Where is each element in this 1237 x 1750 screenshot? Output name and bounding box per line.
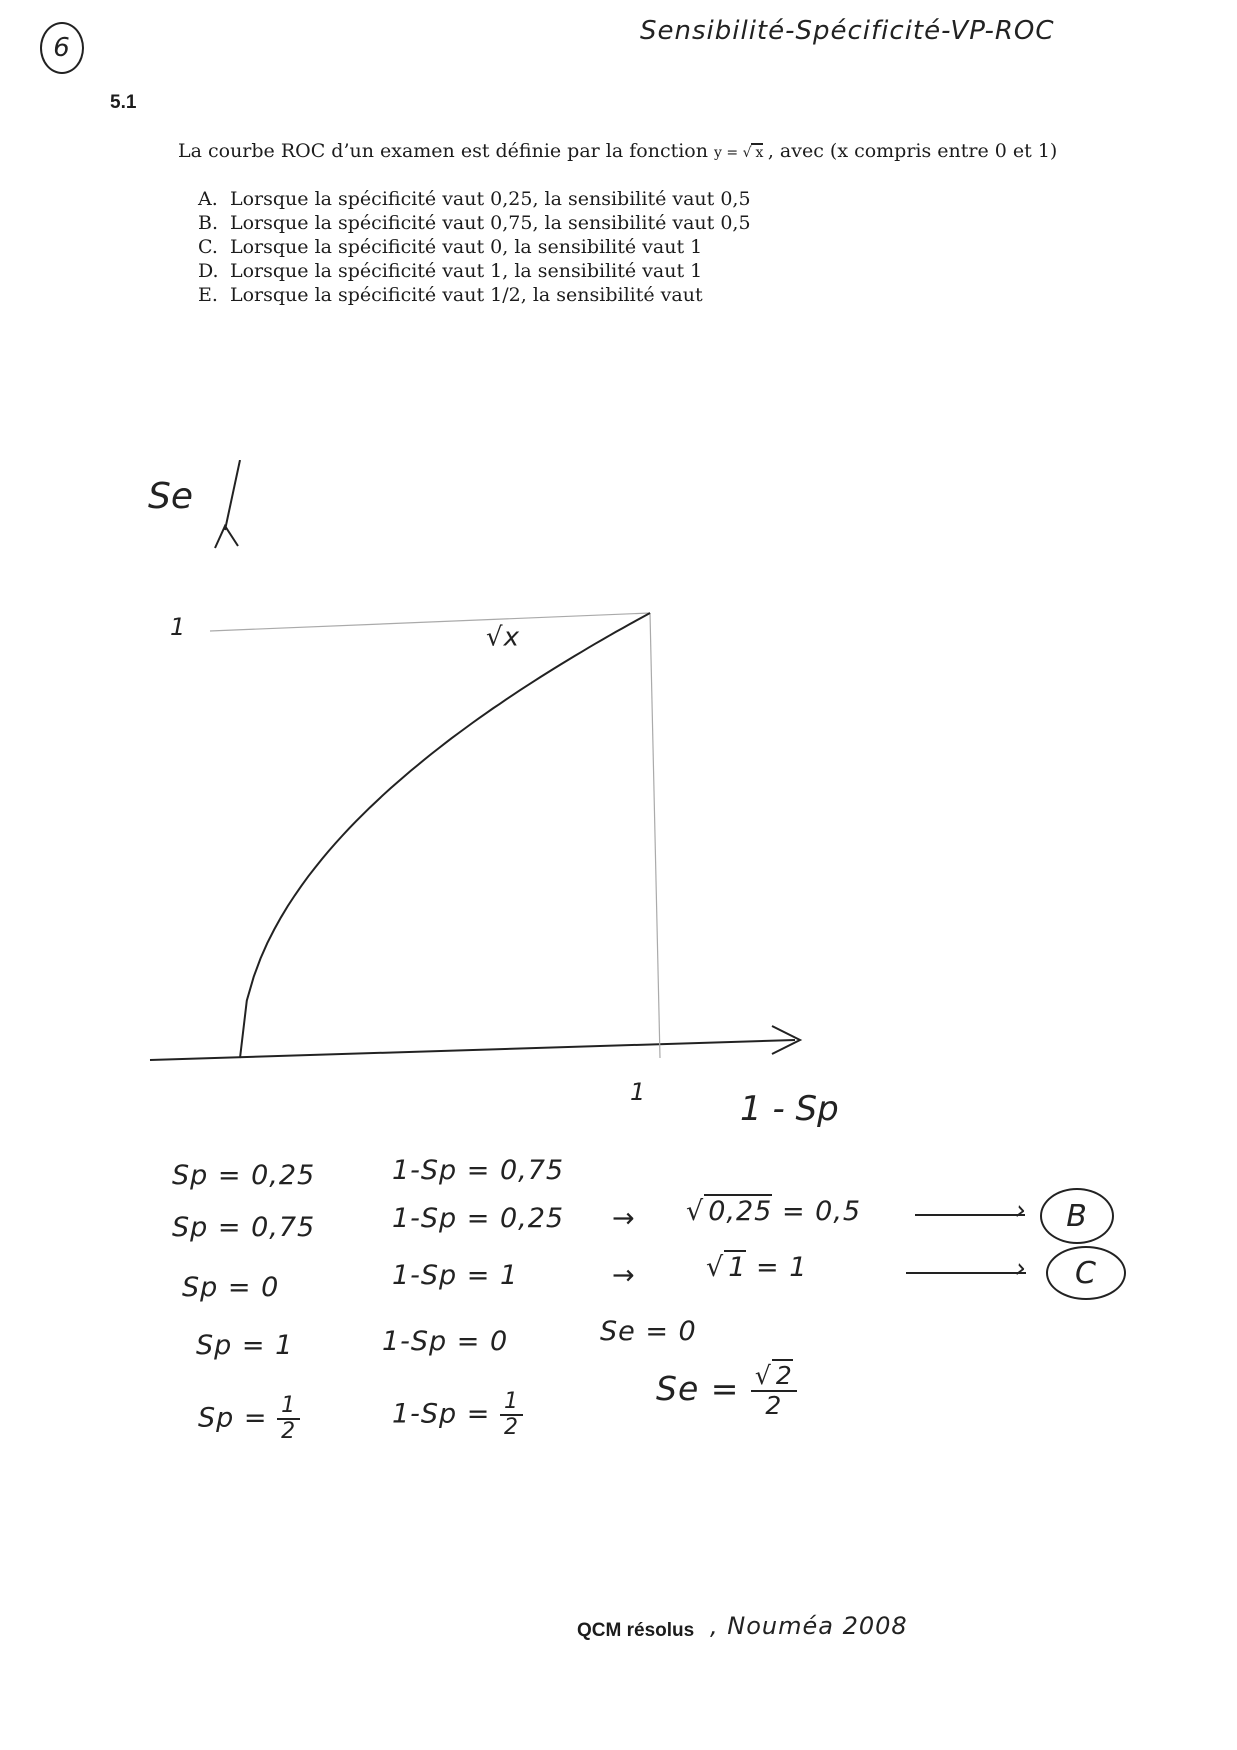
row5-sp bbox=[198, 1394, 300, 1444]
x-axis-label: 1 - Sp bbox=[740, 1089, 839, 1129]
formula-radicand: x bbox=[751, 143, 763, 161]
option-text: Lorsque la spécificité vaut 1, la sensibilité vaut 1 bbox=[230, 260, 703, 282]
row3-one-minus: 1-Sp = 1 bbox=[392, 1260, 519, 1291]
row1-sp: Sp = 0,25 bbox=[172, 1160, 316, 1191]
row3-result bbox=[706, 1252, 807, 1283]
guide-line-horizontal bbox=[210, 613, 650, 631]
row5-one-minus bbox=[392, 1390, 523, 1440]
row2-radicand: 0,25 bbox=[704, 1194, 772, 1227]
row5-one-minus-den: 2 bbox=[504, 1415, 519, 1441]
option-text: Lorsque la spécificité vaut 1/2, la sensibilité vaut bbox=[230, 284, 703, 306]
option-letter: E. bbox=[198, 284, 218, 306]
answer-b: B bbox=[1066, 1198, 1088, 1234]
option-d bbox=[198, 260, 702, 282]
option-letter: C. bbox=[198, 236, 218, 258]
option-text: Lorsque la spécificité vaut 0,75, la sensibilité vaut 0,5 bbox=[230, 212, 751, 234]
roc-curve bbox=[240, 613, 650, 1058]
row5-se-numerator bbox=[751, 1362, 797, 1392]
page-number: 6 bbox=[53, 33, 71, 63]
y-tick-label: 1 bbox=[170, 613, 186, 641]
row5-one-minus-fraction bbox=[500, 1390, 523, 1440]
row2-arrow: → bbox=[612, 1203, 636, 1234]
option-text: Lorsque la spécificité vaut 0,25, la sensibilité vaut 0,5 bbox=[230, 188, 751, 210]
row5-sp-num: 1 bbox=[277, 1394, 300, 1420]
row3-value: = 1 bbox=[756, 1252, 808, 1283]
question-formula bbox=[714, 143, 768, 161]
row5-one-minus-num: 1 bbox=[500, 1390, 523, 1416]
answer-b-circle bbox=[1040, 1188, 1114, 1244]
row4-one-minus: 1-Sp = 0 bbox=[382, 1326, 509, 1357]
option-letter: B. bbox=[198, 212, 219, 234]
section-number: 5.1 bbox=[110, 92, 137, 113]
page-number-circle bbox=[40, 22, 84, 74]
header-note: Sensibilité-Spécificité-VP-ROC bbox=[640, 16, 1055, 46]
y-axis bbox=[225, 460, 240, 530]
row3-sp: Sp = 0 bbox=[182, 1272, 280, 1303]
y-axis-arrowhead bbox=[215, 526, 238, 548]
row5-se-radicand: 2 bbox=[772, 1359, 793, 1390]
formula-y: y = bbox=[714, 145, 739, 161]
row4-sp: Sp = 1 bbox=[196, 1330, 294, 1361]
row2-value: = 0,5 bbox=[781, 1196, 862, 1227]
option-e bbox=[198, 284, 703, 306]
option-text: Lorsque la spécificité vaut 0, la sensibilité vaut 1 bbox=[230, 236, 703, 258]
option-b bbox=[198, 212, 751, 234]
row4-result: Se = 0 bbox=[600, 1316, 697, 1347]
question-text bbox=[178, 140, 1057, 162]
option-c bbox=[198, 236, 702, 258]
answer-c: C bbox=[1075, 1255, 1097, 1291]
row2-long-arrow bbox=[915, 1214, 1025, 1216]
row5-sp-den: 2 bbox=[281, 1419, 297, 1445]
row5-sp-fraction bbox=[277, 1394, 300, 1444]
x-axis bbox=[150, 1040, 795, 1060]
row3-arrowhead: › bbox=[1015, 1253, 1027, 1284]
y-axis-label: Se bbox=[148, 476, 193, 517]
x-tick-label: 1 bbox=[630, 1078, 646, 1106]
row2-result bbox=[686, 1196, 861, 1227]
row3-arrow: → bbox=[612, 1260, 636, 1291]
row5-se-den: 2 bbox=[765, 1390, 783, 1420]
row1-one-minus: 1-Sp = 0,75 bbox=[392, 1155, 565, 1186]
curve-label: √x bbox=[486, 622, 520, 653]
row2-one-minus: 1-Sp = 0,25 bbox=[392, 1203, 565, 1234]
option-a bbox=[198, 188, 751, 210]
row5-se bbox=[656, 1362, 797, 1419]
row5-one-minus-label: 1-Sp = bbox=[392, 1398, 491, 1430]
question-text-after: , avec (x compris entre 0 et 1) bbox=[767, 140, 1058, 162]
question-text-before: La courbe ROC d’un examen est définie par la fonction bbox=[178, 140, 708, 162]
footer-note: , Nouméa 2008 bbox=[710, 1612, 908, 1640]
guide-line-vertical bbox=[650, 613, 660, 1058]
row5-se-fraction bbox=[751, 1362, 797, 1419]
row5-sp-label: Sp = bbox=[198, 1402, 268, 1434]
row3-radicand: 1 bbox=[724, 1250, 746, 1283]
row5-se-label: Se = bbox=[656, 1369, 740, 1408]
option-letter: A. bbox=[198, 188, 218, 210]
option-letter: D. bbox=[198, 260, 219, 282]
row2-arrowhead: › bbox=[1015, 1195, 1027, 1226]
row3-long-arrow bbox=[906, 1272, 1026, 1274]
footer-label: QCM résolus bbox=[577, 1620, 695, 1641]
roc-chart bbox=[130, 460, 890, 1140]
answer-c-circle bbox=[1046, 1246, 1126, 1300]
row2-sp: Sp = 0,75 bbox=[172, 1212, 316, 1243]
